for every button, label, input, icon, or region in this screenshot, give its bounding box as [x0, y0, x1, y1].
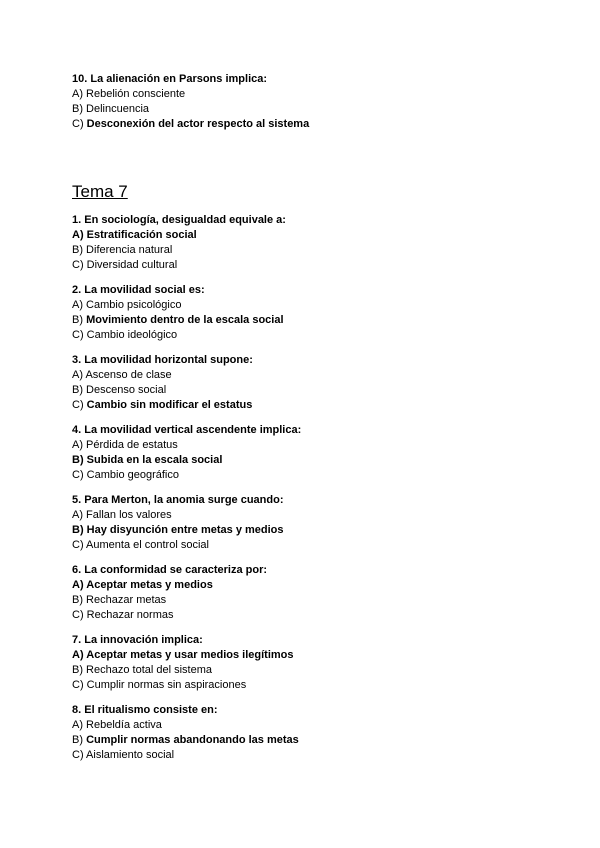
question-10 — [72, 72, 552, 132]
option-a: A) Ascenso de clase — [72, 369, 172, 381]
option-prefix: B) — [72, 314, 87, 326]
option-a: A) Cambio psicológico — [72, 299, 182, 311]
option-b: B) Diferencia natural — [72, 244, 173, 256]
question-8 — [72, 703, 552, 763]
question-6 — [72, 563, 552, 623]
spacer — [72, 413, 552, 423]
question-title: 10. La alienación en Parsons implica: — [72, 73, 268, 85]
question-title: 5. Para Merton, la anomia surge cuando: — [72, 494, 284, 506]
correct-answer: Movimiento dentro de la escala social — [86, 314, 284, 326]
question-title: 4. La movilidad vertical ascendente implica: — [72, 424, 302, 436]
spacer — [72, 273, 552, 283]
option-c: C) Aumenta el control social — [72, 539, 209, 551]
option-c — [72, 398, 552, 413]
spacer — [72, 623, 552, 633]
spacer — [72, 483, 552, 493]
correct-answer: Cambio sin modificar el estatus — [86, 399, 253, 411]
option-a: A) Fallan los valores — [72, 509, 172, 521]
option-c — [72, 117, 552, 132]
option-a: A) Pérdida de estatus — [72, 439, 178, 451]
option-prefix: C) — [72, 118, 87, 130]
option-b-correct: B) Hay disyunción entre metas y medios — [72, 524, 284, 536]
option-b — [72, 733, 552, 748]
option-b: B) Rechazar metas — [72, 594, 167, 606]
correct-answer: Cumplir normas abandonando las metas — [86, 734, 299, 746]
question-title: 1. En sociología, desigualdad equivale a: — [72, 214, 286, 226]
option-a-correct: A) Estratificación social — [72, 229, 197, 241]
spacer — [72, 132, 552, 181]
option-b-correct: B) Subida en la escala social — [72, 454, 223, 466]
option-c: C) Diversidad cultural — [72, 259, 178, 271]
option-c: C) Aislamiento social — [72, 749, 175, 761]
document-page — [72, 72, 552, 763]
option-a-correct: A) Aceptar metas y usar medios ilegítimos — [72, 649, 294, 661]
correct-answer: Desconexión del actor respecto al sistema — [86, 118, 310, 130]
option-c: C) Cambio ideológico — [72, 329, 178, 341]
option-a: A) Rebeldía activa — [72, 719, 162, 731]
question-title: 6. La conformidad se caracteriza por: — [72, 564, 268, 576]
option-b: B) Descenso social — [72, 384, 167, 396]
spacer — [72, 693, 552, 703]
option-b — [72, 313, 552, 328]
option-a: A) Rebelión consciente — [72, 88, 186, 100]
question-1 — [72, 213, 552, 273]
question-2 — [72, 283, 552, 343]
option-c: C) Cambio geográfico — [72, 469, 179, 481]
question-5 — [72, 493, 552, 553]
option-c: C) Rechazar normas — [72, 609, 174, 621]
question-4 — [72, 423, 552, 483]
spacer — [72, 553, 552, 563]
question-title: 8. El ritualismo consiste en: — [72, 704, 218, 716]
question-7 — [72, 633, 552, 693]
spacer — [72, 343, 552, 353]
option-prefix: B) — [72, 734, 87, 746]
section-title: Tema 7 — [72, 182, 128, 201]
question-3 — [72, 353, 552, 413]
option-prefix: C) — [72, 399, 87, 411]
option-a-correct: A) Aceptar metas y medios — [72, 579, 213, 591]
spacer — [72, 203, 552, 213]
option-c: C) Cumplir normas sin aspiraciones — [72, 679, 247, 691]
question-title: 2. La movilidad social es: — [72, 284, 205, 296]
question-title: 3. La movilidad horizontal supone: — [72, 354, 253, 366]
question-title: 7. La innovación implica: — [72, 634, 203, 646]
option-b: B) Rechazo total del sistema — [72, 664, 213, 676]
option-b: B) Delincuencia — [72, 103, 150, 115]
